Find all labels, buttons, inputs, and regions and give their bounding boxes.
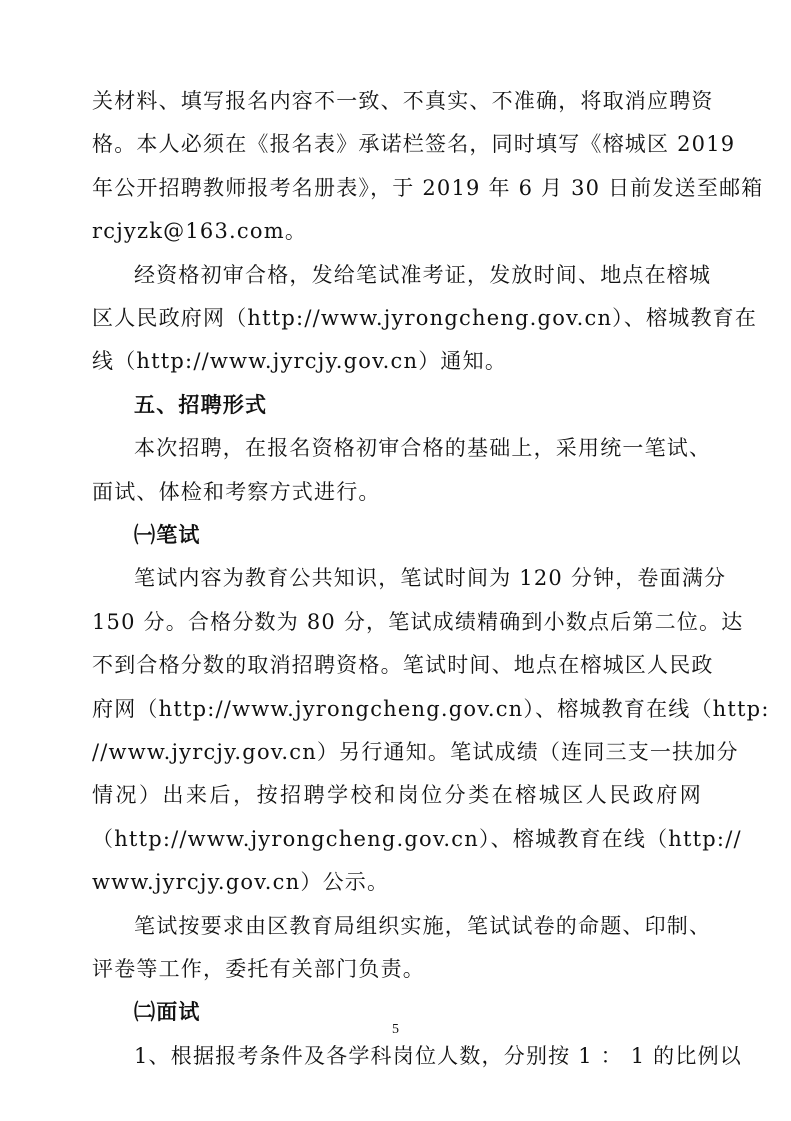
- text-line: 面试、体检和考察方式进行。: [92, 479, 381, 504]
- text-line: 评卷等工作，委托有关部门负责。: [92, 957, 425, 981]
- text-line: 不到合格分数的取消招聘资格。笔试时间、地点在榕城区人民政: [92, 653, 714, 678]
- section-heading-recruitment-form: 五、招聘形式: [134, 391, 268, 417]
- paragraph-first-line: 笔试按要求由区教育局组织实施，笔试试卷的命题、印制、: [134, 913, 712, 938]
- text-line: rcjyzk@163.com。: [92, 219, 308, 244]
- paragraph-first-line: 笔试内容为教育公共知识，笔试时间为 120 分钟，卷面满分: [134, 566, 727, 591]
- text-line: 格。本人必须在《报名表》承诺栏签名，同时填写《榕城区 2019: [92, 132, 736, 157]
- text-line: 年公开招聘教师报考名册表》，于 2019 年 6 月 30 日前发送至邮箱: [92, 175, 764, 200]
- page-number: 5: [392, 1022, 399, 1037]
- text-line: 区人民政府网（http://www.jyrongcheng.gov.cn）、榕城教育在: [92, 306, 758, 330]
- text-line: 情况）出来后，按招聘学校和岗位分类在榕城区人民政府网: [92, 783, 702, 808]
- text-line: （http://www.jyrongcheng.gov.cn）、榕城教育在线（http://: [92, 826, 742, 851]
- paragraph-first-line: 1、根据报考条件及各学科岗位人数，分别按 1 ： 1 的比例以: [134, 1043, 742, 1068]
- paragraph-first-line: 本次招聘，在报名资格初审合格的基础上，采用统一笔试、: [134, 436, 712, 461]
- subsection-heading-written-exam: ㈠笔试: [134, 522, 201, 547]
- paragraph-first-line: 经资格初审合格，发给笔试准考证，发放时间、地点在榕城: [134, 262, 712, 287]
- text-line: 线（http://www.jyrcjy.gov.cn）通知。: [92, 349, 508, 374]
- text-line: 关材料、填写报名内容不一致、不真实、不准确，将取消应聘资: [92, 89, 714, 113]
- subsection-heading-interview: ㈡面试: [134, 999, 201, 1025]
- text-line: //www.jyrcjy.gov.cn）另行通知。笔试成绩（连同三支一扶加分: [92, 740, 739, 764]
- text-line: 150 分。合格分数为 80 分，笔试成绩精确到小数点后第二位。达: [92, 609, 744, 634]
- text-line: www.jyrcjy.gov.cn）公示。: [92, 870, 390, 895]
- text-line: 府网（http://www.jyrongcheng.gov.cn）、榕城教育在线（http:: [92, 696, 770, 721]
